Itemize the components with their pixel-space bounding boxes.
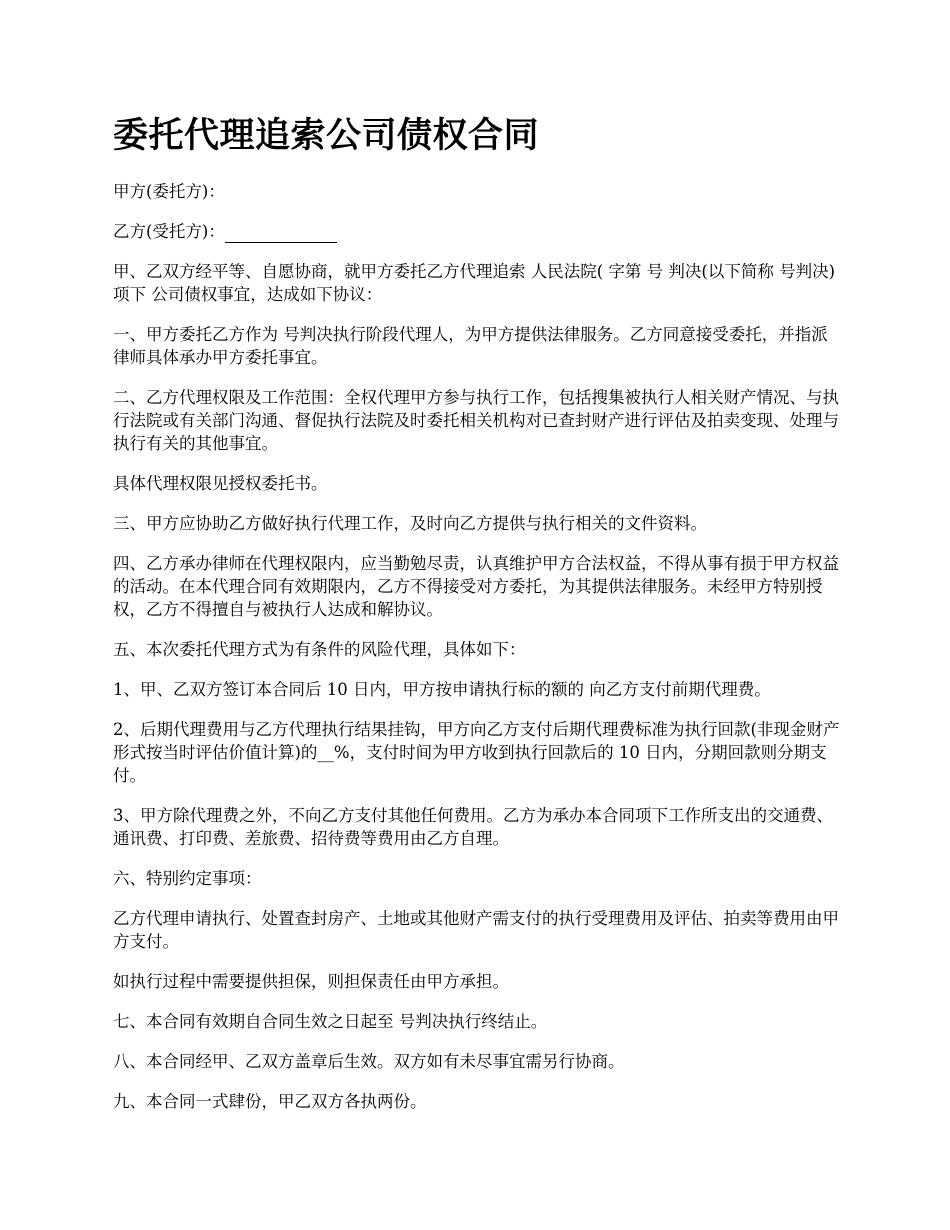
- document-page: [113, 112, 843, 1130]
- clause-5-item-1: 1、甲、乙双方签订本合同后 10 日内，甲方按申请执行标的额的 向乙方支付前期代理费。: [113, 680, 771, 699]
- clause-2-note: 具体代理权限见授权委托书。: [113, 474, 328, 493]
- clause-1: 一、甲方委托乙方作为 号判决执行阶段代理人，为甲方提供法律服务。乙方同意接受委托，并指派 律师具体承办甲方委托事宜。: [113, 325, 828, 367]
- clause-5-item-2: 2、后期代理费用与乙方代理执行结果挂钩，甲方向乙方支付后期代理费标准为执行回款(非现金财产形式按当时评估价值计算)的__%，支付时间为甲方收到执行回款后的 10 日内，分期回款则分期支付。: [113, 720, 840, 785]
- clause-2: 二、乙方代理权限及工作范围：全权代理甲方参与执行工作，包括搜集被执行人相关财产情况、与执行法院或有关部门沟通、督促执行法院及时委托相关机构对已查封财产进行评估及拍卖变现、处理与执行有关的其他事宜。: [113, 388, 839, 453]
- clause-9: 九、本合同一式肆份，甲乙双方各执两份。: [113, 1092, 427, 1111]
- clause-6-item-2: 如执行过程中需要提供担保，则担保责任由甲方承担。: [113, 972, 509, 991]
- party-b-blank: [225, 224, 337, 243]
- clause-5: 五、本次委托代理方式为有条件的风险代理，具体如下：: [113, 640, 526, 659]
- clause-7: 七、本合同有效期自合同生效之日起至 号判决执行终结止。: [113, 1012, 548, 1031]
- clause-3: 三、甲方应协助乙方做好执行代理工作，及时向乙方提供与执行相关的文件资料。: [113, 514, 707, 533]
- clause-6: 六、特别约定事项：: [113, 869, 262, 888]
- preamble-paragraph: 甲、乙双方经平等、自愿协商，就甲方委托乙方代理追索 人民法院( 字第 号 判决(以下简称 号判决)项下 公司债权事宜，达成如下协议：: [113, 262, 836, 304]
- document-title: 委托代理追索公司债权合同: [113, 116, 540, 156]
- clause-8: 八、本合同经甲、乙双方盖章后生效。双方如有未尽事宜需另行协商。: [113, 1052, 625, 1071]
- clause-6-item-1: 乙方代理申请执行、处置查封房产、土地或其他财产需支付的执行受理费用及评估、拍卖等费用由甲方支付。: [113, 909, 839, 951]
- party-a-line: 甲方(委托方)：: [113, 182, 225, 201]
- party-b-label: 乙方(受托方)：: [113, 222, 225, 241]
- clause-5-item-3: 3、甲方除代理费之外，不向乙方支付其他任何费用。乙方为承办本合同项下工作所支出的交通费、通讯费、打印费、差旅费、招待费等费用由乙方自理。: [113, 806, 833, 848]
- clause-4: 四、乙方承办律师在代理权限内，应当勤勉尽责，认真维护甲方合法权益，不得从事有损于甲方权益的活动。在本代理合同有效期限内，乙方不得接受对方委托，为其提供法律服务。未经甲方特别授权，乙方不得擅自与被执行人达成和解协议。: [113, 554, 839, 619]
- party-b-line: [113, 220, 843, 243]
